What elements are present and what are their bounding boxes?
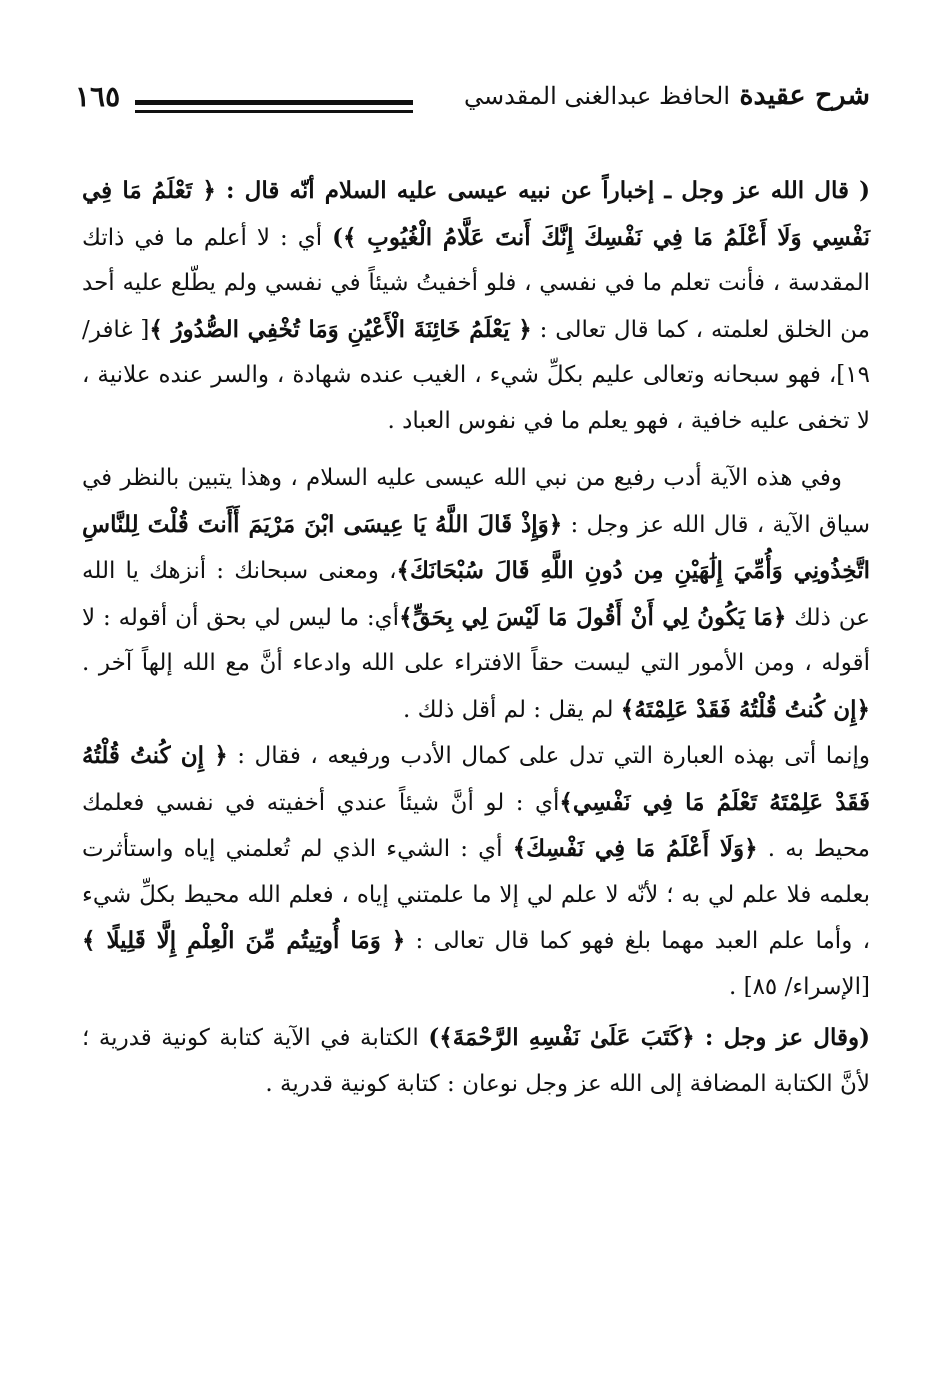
paragraph xyxy=(82,168,870,444)
text-segment: [ غافر/ ١٩]، فهو سبحانه وتعالى عليم بكلِّ شيء ، الغيب عنده شهادة ، والسر عنده علانية ، لا تخفى عليه خافية ، فهو يعلم ما في نفوس العباد . xyxy=(82,316,870,434)
header-rule xyxy=(135,100,413,105)
paragraph xyxy=(82,1015,870,1107)
text-segment: الكتابة في الآية كتابة كونية قدرية ؛ لأنَّ الكتابة المضافة إلى الله عز وجل نوعان : كتابة كونية قدرية . xyxy=(82,1025,870,1097)
text-segment: ( قال الله عز وجل ـ إخباراً عن نبيه عيسى عليه السلام أنّه قال : ﴿ تَعْلَمُ مَا فِي نَفْسِي وَلَا أَعْلَمُ مَا فِي نَفْسِكَ إِنَّكَ أَنتَ عَلَّامُ الْغُيُوبِ ﴾) xyxy=(82,177,870,251)
text-segment: أي : الشيء الذي لم تُعلمني إياه واستأثرت بعلمه فلا علم لي به ؛ لأنّه لا علم لي إلا ما علمتني إياه ، فعلم الله محيط بكلِّ شيء ، وأما علم العبد مهما بلغ فهو كما قال تعالى : xyxy=(82,836,870,954)
text-segment: لم يقل : لم أقل ذلك . xyxy=(403,696,621,723)
text-segment: ، ومعنى سبحانك : أنزهك يا الله عن ذلك xyxy=(82,558,870,631)
text-segment: (وقال عز وجل : ﴿كَتَبَ عَلَىٰ نَفْسِهِ الرَّحْمَةَ﴾) xyxy=(428,1024,870,1051)
header-rule xyxy=(135,110,413,113)
text-segment: ﴿ إِن كُنتُ قُلْتُهُ فَقَدْ عَلِمْتَهُ تَعْلَمُ مَا فِي نَفْسِي﴾ xyxy=(82,742,870,816)
text-segment: ﴿ يَعْلَمُ خَائِنَةَ الْأَعْيُنِ وَمَا تُخْفِي الصُّدُورُ ﴾ xyxy=(149,315,532,343)
text-segment: ﴿وَلَا أَعْلَمُ مَا فِي نَفْسِكَ﴾ xyxy=(512,835,758,862)
body-text xyxy=(82,168,870,1107)
paragraph xyxy=(82,733,870,1010)
text-segment: أي: ما ليس لي بحق أن أقوله : لا أقوله ، ومن الأمور التي ليست حقاً الافتراء على الله وادعاء أنَّ مع الله إلهاً آخر . xyxy=(82,604,870,676)
text-segment: [الإسراء/ ٨٥] . xyxy=(728,973,870,1000)
book-title-main: شرح عقيدة xyxy=(739,80,870,111)
book-title-sub: الحافظ عبدالغنى المقدسي xyxy=(464,82,730,110)
book-title xyxy=(464,80,870,111)
text-segment: أي : لو أنَّ شيئاً عندي أخفيته في نفسي فعلمك محيط به . xyxy=(82,789,870,862)
text-segment: ﴿وَإِذْ قَالَ اللَّهُ يَا عِيسَى ابْنَ مَرْيَمَ أَأَنتَ قُلْتَ لِلنَّاسِ اتَّخِذُونِي وَأُمِّيَ إِلَٰهَيْنِ مِن دُونِ اللَّهِ قَالَ سُبْحَانَكَ﴾ xyxy=(82,510,870,584)
page-header xyxy=(75,78,870,128)
text-segment: أي : لا أعلم ما في ذاتك المقدسة ، فأنت تعلم ما في نفسي ، فلو أخفيتُ شيئاً في نفسي ولم يطّلع عليه أحد من الخلق لعلمته ، كما قال تعالى : xyxy=(82,224,870,343)
text-segment: ﴿مَا يَكُونُ لِي أَنْ أَقُولَ مَا لَيْسَ لِي بِحَقٍّ﴾ xyxy=(399,603,787,631)
paragraph xyxy=(82,456,870,733)
text-segment: ﴿ وَمَا أُوتِيتُم مِّنَ الْعِلْمِ إِلَّا قَلِيلًا ﴾ xyxy=(82,927,406,954)
text-segment: ﴿إِن كُنتُ قُلْتُهُ فَقَدْ عَلِمْتَهُ﴾ xyxy=(620,695,870,723)
text-segment: وفي هذه الآية أدب رفيع من نبي الله عيسى عليه السلام ، وهذا يتبين بالنظر في سياق الآية ، قال الله عز وجل : xyxy=(82,465,870,538)
text-segment: وإنما أتى بهذه العبارة التي تدل على كمال الأدب ورفيعه ، فقال : xyxy=(227,743,870,769)
page-number: ١٦٥ xyxy=(75,80,121,113)
